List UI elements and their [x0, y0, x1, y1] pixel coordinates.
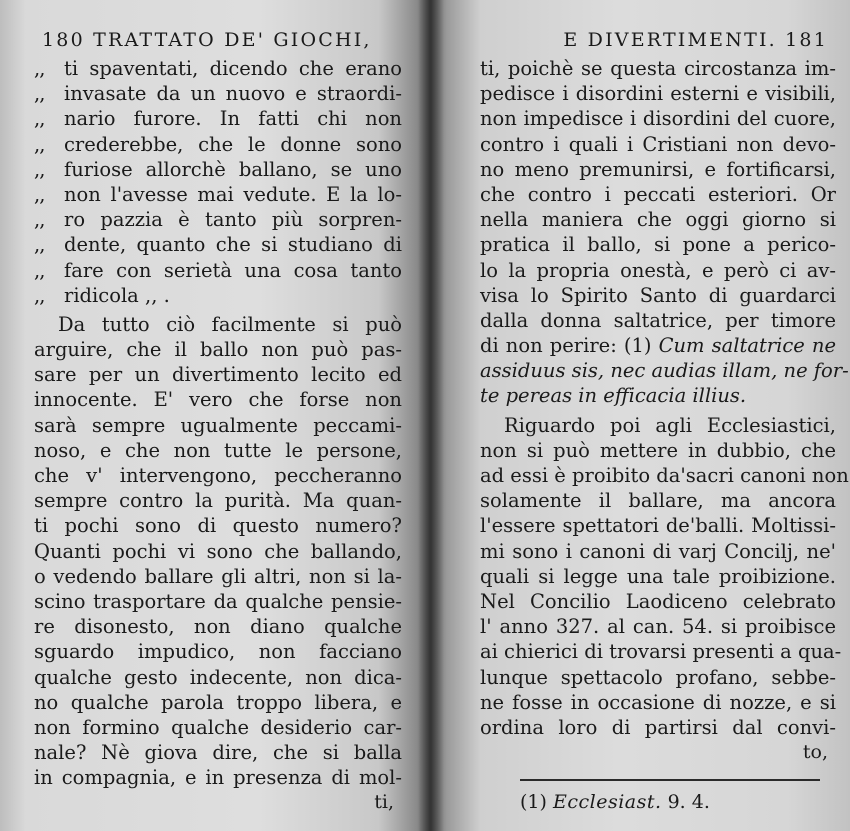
text-line: noso, e che non tutte le persone,	[34, 438, 402, 462]
text-line: Quanti pochi vi sono che ballando,	[34, 539, 402, 563]
text-line: qualche gesto indecente, non dica-	[34, 665, 402, 689]
text-line: in compagnia, e in presenza di mol-	[34, 766, 402, 790]
text-line: non si può mettere in dubbio, che	[480, 438, 836, 462]
footnote-ref-italic: Ecclesiast.	[552, 791, 662, 814]
text-line: pedisce i disordini esterni e visibili,	[480, 82, 836, 106]
text-line: lunque spettacolo profano, sebbe-	[480, 665, 836, 689]
body-paragraph-right-1	[480, 56, 849, 409]
text-line: nale? Nè giova dire, che si balla	[34, 741, 402, 765]
text-line: lo la propria onestà, e però ci av-	[480, 258, 836, 282]
text-line: sempre contro la purità. Ma quan-	[34, 489, 402, 513]
text-line: scino trasportare da qualche pensie-	[34, 589, 402, 613]
text-line: Riguardo poi agli Ecclesiastici,	[504, 413, 836, 437]
text-line: quali si legge una tale proibizione.	[480, 564, 836, 588]
body-paragraph-left	[34, 312, 402, 791]
quote-line: ,, ridicola ,, .	[34, 283, 170, 307]
running-head-right: E DIVERTIMENTI. 181	[563, 29, 828, 51]
right-page	[430, 0, 850, 831]
text-line: innocente. E' vero che forse non	[34, 388, 402, 412]
text-line: ai chierici di trovarsi presenti a qua-	[480, 640, 842, 664]
text-line-with-note: di non perire: (1) Cum saltatrice ne	[480, 334, 836, 358]
text-line: contro i quali i Cristiani non devo-	[480, 132, 836, 156]
quote-line: ,, ro pazzia è tanto più sorpren-	[34, 208, 402, 232]
gutter-shadow	[418, 0, 444, 831]
quote-line: ,, nario furore. In fatti chi non	[34, 107, 402, 131]
text-line: sare per un divertimento lecito ed	[34, 363, 402, 387]
text-line: visa lo Spirito Santo di guardarci	[480, 283, 836, 307]
text-line: no qualche parola troppo libera, e	[34, 690, 402, 714]
quoted-passage	[34, 56, 402, 308]
quote-line: ,, ti spaventati, dicendo che erano	[34, 57, 402, 80]
text-line: dalla donna saltatrice, per timore	[480, 308, 836, 332]
text-line: sarà sempre ugualmente peccami-	[34, 413, 402, 437]
text-line: ti pochi sono di questo numero?	[34, 514, 402, 538]
quote-line: ,, furiose allorchè ballano, se uno	[34, 157, 402, 181]
text-line: re disonesto, non diano qualche	[34, 615, 402, 639]
text-line: pratica il ballo, si pone a perico-	[480, 233, 836, 257]
quote-line: ,, dente, quanto che si studiano di	[34, 233, 402, 257]
text-line: che contro i peccati esteriori. Or	[480, 182, 836, 206]
quote-line: ,, fare con serietà una cosa tanto	[34, 258, 402, 282]
text-line: che v' intervengono, peccheranno	[34, 464, 402, 487]
quote-line: ,, non l'avesse mai vedute. E la lo-	[34, 182, 402, 206]
footnote	[480, 791, 836, 813]
text-line: arguire, che il ballo non può pas-	[34, 338, 402, 362]
text-line: ordina loro di partirsi dal convi-	[480, 715, 836, 739]
text-line: Da tutto ciò facilmente si può	[58, 312, 402, 336]
text-line: ad essi è proibito da'sacri canoni non	[480, 464, 849, 487]
running-head-left: 180 TRATTATO DE' GIOCHI,	[42, 29, 372, 51]
text-line: Nel Concilio Laodiceno celebrato	[480, 589, 836, 613]
text-line: mi sono i canoni di varj Concilj, ne'	[480, 539, 836, 563]
text-line: nella maniera che oggi giorno si	[480, 208, 836, 232]
catchword-right: to,	[802, 741, 828, 764]
catchword-left: ti,	[374, 791, 394, 814]
body-paragraph-right-2	[480, 413, 849, 740]
footnote-ref: 9. 4.	[667, 791, 710, 814]
latin-quote-line: te pereas in efficacia illius.	[480, 384, 747, 408]
text-line: no meno premunirsi, e fortificarsi,	[480, 157, 836, 181]
footnote-rule	[520, 779, 820, 781]
text-line: l' anno 327. al can. 54. si proibisce	[480, 615, 836, 639]
text-line: o vedendo ballare gli altri, non si la-	[34, 564, 402, 588]
text-line: non formino qualche desiderio car-	[34, 715, 402, 739]
quote-line: ,, invasate da un nuovo e straordi-	[34, 82, 402, 106]
quote-line: ,, crederebbe, che le donne sono	[34, 132, 402, 156]
text-line: ti, poichè se questa circostanza im-	[480, 57, 836, 80]
text-line: solamente il ballare, ma ancora	[480, 489, 836, 513]
latin-quote-line: assiduus sis, nec audias illam, ne for-	[480, 359, 849, 383]
text-line: ne fosse in occasione di nozze, e si	[480, 690, 836, 714]
text-line: l'essere spettatori de'balli. Moltissi-	[480, 514, 836, 538]
latin-quote: Cum saltatrice ne	[658, 334, 836, 358]
text-line: non impedisce i disordini del cuore,	[480, 107, 836, 131]
text-line: sguardo impudico, non facciano	[34, 640, 402, 664]
footnote-marker: (1)	[520, 791, 547, 814]
